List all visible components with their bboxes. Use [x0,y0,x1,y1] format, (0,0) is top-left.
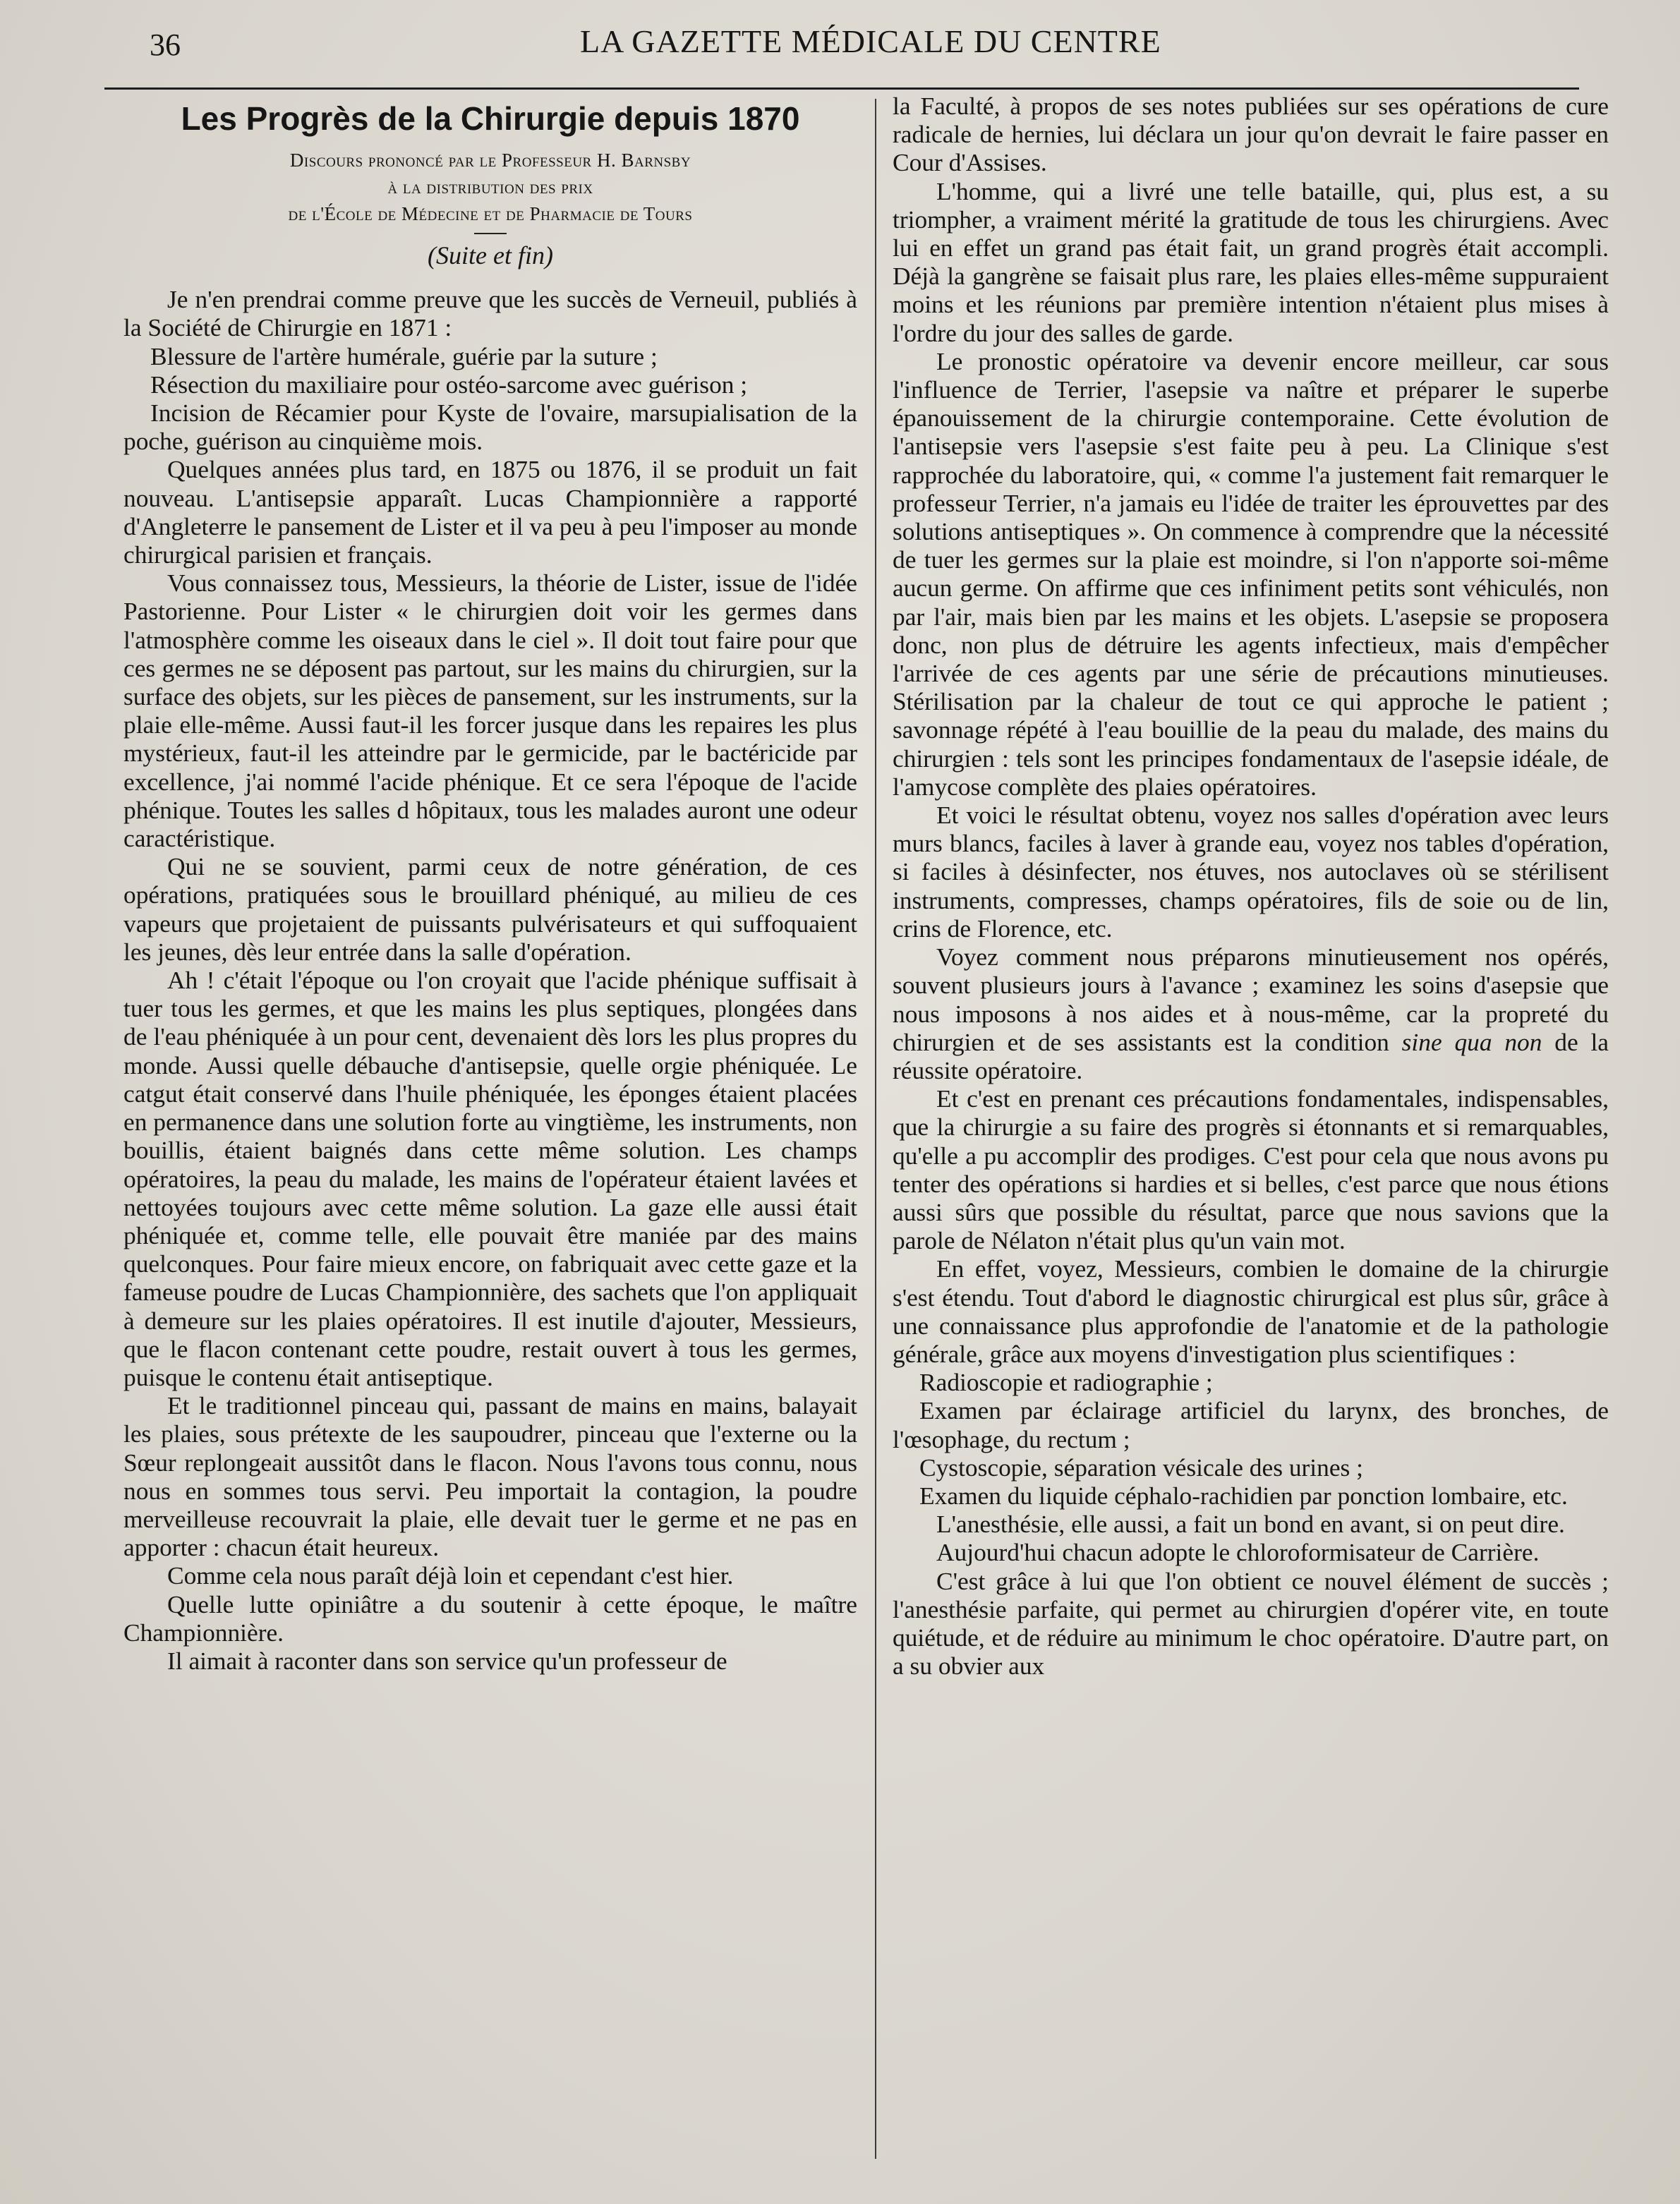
paragraph: Et c'est en prenant ces précautions fondamentales, indispensables, que la chirurgie a su faire des progrès si étonnants et si remarquables, qu'elle a pu accomplir des prodiges. C'est pour cela que nous avons pu tenter des opérations si hardies et si belles, c'est parce que nous étions aussi sûrs que possible du résultat, parce que nous savions que la parole de Nélaton n'était plus qu'un vain mot. [893,1084,1609,1255]
paragraph-text: de la réussite opératoire. [893,1027,1609,1084]
paragraph: Quelle lutte opiniâtre a du soutenir à cette époque, le maître Championnière. [123,1590,857,1647]
paragraph: Comme cela nous paraît déjà loin et cependant c'est hier. [167,1561,734,1590]
paragraph: Le pronostic opératoire va devenir encore meilleur, car sous l'influence de Terrier, l'asepsie va naître et préparer le superbe épanouissement de la chirurgie contemporaine. Cette évolution de l'antisepsie vers l'asepsie s'est faite peu à peu. La Clinique s'est rapprochée du laboratoire, qui, « comme l'a justement fait remarquer le professeur Terrier, n'a jamais eu l'idée de traiter les éprouvettes par des solutions antiseptiques ». On commence à comprendre que la nécessité de tuer les germes sur la plaie est moindre, si l'on n'apporte soi-même aucun germe. On affirme que ces infiniment petits sont véhiculés, non par l'air, mais bien par les mains et les objets. L'asepsie se proposera donc, non plus de détruire les agents infectieux, mais d'empêcher l'arrivée de ces agents par une série de précautions minutieuses. Stérilisation par la chaleur de tout ce qui approche le patient ; savonnage répété à l'eau bouillie de la peau du malade, des mains du chirurgien : tels sont les principes fondamentaux de l'asepsie idéale, de l'amycose complète des plaies opératoires. [893,346,1609,801]
article-subtitle-line1: Discours prononcé par le Professeur H. Barnsby [289,150,691,171]
right-column [893,92,1609,1680]
paragraph: Vous connaissez tous, Messieurs, la théorie de Lister, issue de l'idée Pastorienne. Pour Lister « le chirurgien doit voir les germes dans l'atmosphère comme les oiseaux dans le ciel ». Il doit tout faire pour que ces germes ne se déposent pas partout, sur les mains du chirurgien, sur la surface des objets, sur les pièces de pansement, sur les instruments, sur la plaie elle-même. Aussi faut-il les forcer jusque dans les repaires les plus mystérieux, faut-il les atteindre par le germicide, par le bactéricide par excellence, j'ai nommé l'acide phénique. Et ce sera l'époque de l'acide phénique. Toutes les salles d hôpitaux, tous les malades auront une odeur caractéristique. [123,569,857,853]
list-item: Blessure de l'artère humérale, guérie par la suture ; [150,341,658,370]
left-column [123,92,857,1675]
paragraph: Et voici le résultat obtenu, voyez nos salles d'opération avec leurs murs blancs, faciles à laver à grande eau, voyez nos tables d'opération, si faciles à désinfecter, nos étuves, nos autoclaves où se stérilisent instruments, compresses, champs opératoires, fils de soie ou de lin, crins de Florence, etc. [893,801,1609,943]
list-item: Radioscopie et radiographie ; [919,1368,1213,1397]
paragraph: En effet, voyez, Messieurs, combien le domaine de la chirurgie s'est étendu. Tout d'abord le diagnostic chirurgical est plus sûr, grâce à une connaissance plus approfondie de l'anatomie et de la pathologie générale, grâce aux moyens d'investigation plus scientifiques : [893,1254,1609,1368]
latin-phrase: sine qua non [1401,1027,1542,1056]
journal-title: LA GAZETTE MÉDICALE DU CENTRE [580,23,1161,59]
list-item: Incision de Récamier pour Kyste de l'ovaire, marsupialisation de la poche, guérison au cinquième mois. [123,399,857,456]
article-subtitle-line3: de l'École de Médecine et de Pharmacie de Tours [288,203,693,224]
running-head [0,20,1680,69]
paragraph: Je n'en prendrai comme preuve que les succès de Verneuil, publiés à la Société de Chirurgie en 1871 : [123,285,857,342]
paragraph: Et le traditionnel pinceau qui, passant de mains en mains, balayait les plaies, sous prétexte de les saupoudrer, pinceau que l'externe ou la Sœur replongeait aussitôt dans le flacon. Nous l'avons tous connu, nous nous en sommes tous servi. Peu importait la contagion, la poudre merveilleuse recouvrait la plaie, elle devait tuer le germe et ne pas en apporter : chacun était heureux. [123,1391,857,1562]
paragraph: L'homme, qui a livré une telle bataille, qui, plus est, a su triompher, a vraiment mérité la gratitude de tous les chirurgiens. Avec lui en effet un grand pas était fait, un grand progrès était accompli. Déjà la gangrène se faisait plus rare, les plaies elles-même suppuraient moins et les réunions par première intention n'étaient plus mises à l'ordre du jour des salles de garde. [893,176,1609,347]
paragraph: L'anesthésie, elle aussi, a fait un bond en avant, si on peut dire. [936,1510,1565,1539]
paragraph: Il aimait à raconter dans son service qu'un professeur de [167,1646,727,1675]
article-subtitle-line2: à la distribution des prix [387,176,593,198]
continuation-note: (Suite et fin) [428,241,553,270]
page-number: 36 [150,28,181,62]
paragraph: C'est grâce à lui que l'on obtient ce nouvel élément de succès ; l'anesthésie parfaite, qui permet au chirurgien d'opérer vite, en toute quiétude, et de réduire au minimum le choc opératoire. D'autre part, on a su obvier aux [893,1566,1609,1681]
paragraph: Ah ! c'était l'époque ou l'on croyait que l'acide phénique suffisait à tuer tous les germes, et que les mains les plus septiques, plongées dans de l'eau phéniquée à un pour cent, devenaient dès lors les plus propres du monde. Aussi quelle débauche d'antisepsie, quelle orgie phéniquée. Le catgut était conservé dans l'huile phéniquée, les éponges étaient placées en permanence dans une solution forte au vingtième, les instruments, non bouillis, étaient baignés dans cette même solution. Les champs opératoires, la peau du malade, les mains de l'opérateur étaient lavées et nettoyées toujours avec cette même solution. La gaze elle aussi était phéniquée et, comme telle, elle pouvait être maniée par des mains quelconques. Pour faire mieux encore, on fabriquait avec cette gaze et la fameuse poudre de Lucas Championnière, des sachets que l'on appliquait à demeure sur les plaies opératoires. Il est inutile d'ajouter, Messieurs, que le flacon contenant cette poudre, restait ouvert à tous les germes, puisque le contenu était antiseptique. [123,966,857,1391]
paragraph: Aujourd'hui chacun adopte le chloroformisateur de Carrière. [936,1538,1540,1567]
header-rule [104,87,1579,90]
paragraph-text: Voyez comment nous préparons minutieusement nos opérés, souvent plusieurs jours à l'avance ; examinez les soins d'asepsie que nous imposons à nos aides et à nous-même, car la propreté du chirurgien et de ses assistants est la condition [893,943,1609,1056]
list-item: Examen par éclairage artificiel du larynx, des bronches, de l'œsophage, du rectum ; [893,1396,1609,1453]
column-divider [875,99,876,2159]
paragraph: Quelques années plus tard, en 1875 ou 1876, il se produit un fait nouveau. L'antisepsie apparaît. Lucas Championnière a rapporté d'Angleterre le pansement de Lister et il va peu à peu l'imposer au monde chirurgical parisien et français. [123,455,857,569]
list-item: Résection du maxiliaire pour ostéo-sarcome avec guérison ; [150,370,748,399]
paragraph: la Faculté, à propos de ses notes publiées sur ses opérations de cure radicale de hernies, lui déclara un jour qu'on devrait le faire passer en Cour d'Assises. [893,92,1609,177]
paragraph [893,943,1609,1084]
list-item: Examen du liquide céphalo-rachidien par ponction lombaire, etc. [919,1481,1568,1510]
paragraph: Qui ne se souvient, parmi ceux de notre génération, de ces opérations, pratiquées sous le brouillard phéniqué, au milieu de ces vapeurs que projetaient de puissants pulvérisateurs et qui suffoquaient les jeunes, dès leur entrée dans la salle d'opération. [123,852,857,966]
article-title: Les Progrès de la Chirurgie depuis 1870 [181,100,800,137]
title-dash [474,233,507,234]
list-item: Cystoscopie, séparation vésicale des urines ; [919,1453,1363,1482]
